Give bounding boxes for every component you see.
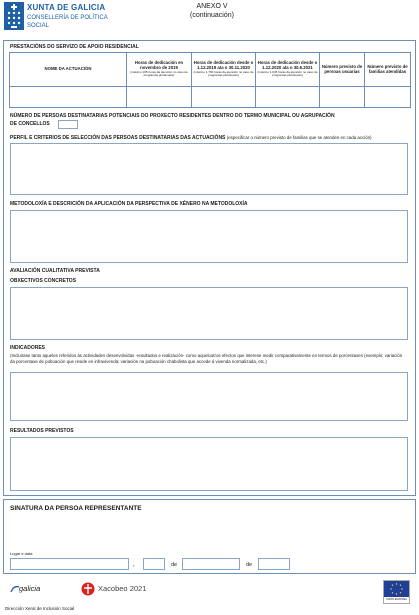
col-header-horas-2021: Horas de dedicación desde o 1.12.2020 ata o 30.6.2021 (máximo 1.045 horas da atención no caso de programas plurianuais) (256, 53, 320, 87)
col-header-persoas: Número previsto de persoas usuarias (320, 53, 365, 87)
sinatura-title: SINATURA DA PERSOA REPRESENTANTE (10, 505, 142, 512)
xacobeo-logo-text: Xacobeo 2021 (98, 584, 147, 593)
perfil-note: (especificar o número previsto de familias que se atenden en cada acción) (226, 135, 372, 140)
cell-horas-2019[interactable] (127, 87, 192, 108)
cell-nome-actuacion[interactable] (10, 87, 127, 108)
perfil-label: PERFIL E CRITERIOS DE SELECCIÓN DAS PERSOAS DESTINATARIAS DAS ACTUACIÓNS (10, 135, 226, 141)
col-header-horas-2020: Horas de dedicación desde o 1.12.2019 ata o 30.11.2020 (máximo 1.760 horas da atención no caso de programas plurianuais) (192, 53, 256, 87)
cell-persoas-usuarias[interactable] (320, 87, 365, 108)
lugar-data-label: Lugar e data (10, 551, 33, 556)
prestacions-title: PRESTACIÓNS DO SERVIZO DE APOIO RESIDENCIAL (10, 44, 139, 50)
annex-subtitle: (continuación) (190, 12, 234, 19)
xacobeo-cross-icon (81, 582, 95, 596)
de-sep-1: de (171, 562, 178, 568)
obxectivos-label: OBXECTIVOS CONCRETOS (10, 278, 77, 284)
metodoloxia-label: METODOLOXÍA E DESCRICIÓN DA APLICACIÓN DA PERSPECTIVA DE XÉNERO NA METODOLOXÍA (10, 201, 248, 207)
persoas-potenciais-label-2: DE CONCELLOS (10, 121, 50, 127)
avaliacion-label: AVALIACIÓN CUALITATIVA PREVISTA (10, 268, 100, 274)
annex-title: ANEXO V (196, 3, 228, 10)
col-header-familias: Número previsto de familias atendidas (365, 53, 411, 87)
mes-input[interactable] (182, 558, 240, 570)
department-line1: CONSELLERÍA DE POLÍTICA (27, 15, 108, 21)
indicadores-textarea[interactable] (10, 372, 408, 421)
lugar-input[interactable] (10, 558, 129, 570)
indicadores-note: (Incluirase tanto aqueles referidos ás actividades desenvolvidas -resultados e realización- como aqueloutros efectos que interese medir comparativamente en termos de porcentaxes (exemplo: variación da porcentaxe de poboación que reside en infravivenda; variación na poboación chabolista que accede á vivenda normalizada, etc.) (10, 353, 403, 364)
perfil-textarea[interactable] (10, 143, 408, 195)
persoas-potenciais-label: NÚMERO DE PERSOAS DESTINATARIAS POTENCIAIS DO PROXECTO RESIDENTES DENTRO DO TERMO MUNICIPAL OU AGRUPACIÓN (10, 113, 335, 119)
org-name: XUNTA DE GALICIA (27, 3, 106, 12)
galicia-logo (10, 582, 50, 596)
xunta-logo (4, 2, 24, 30)
prestacions-table (9, 52, 411, 108)
persoas-potenciais-input[interactable] (58, 120, 78, 129)
cell-horas-2021[interactable] (256, 87, 320, 108)
col-header-horas-2019: Horas de dedicación en novembro de 2019 (máximo 165 horas da atención no caso de programas plurianuais) (127, 53, 192, 87)
ano-input[interactable] (258, 558, 290, 570)
eu-logo (383, 580, 410, 604)
resultados-textarea[interactable] (10, 437, 408, 491)
cell-horas-2020[interactable] (192, 87, 256, 108)
de-sep-2: de (246, 562, 253, 568)
comma-sep: , (133, 562, 135, 568)
eu-caption: UNIÓN EUROPEA (386, 598, 407, 601)
xacobeo-logo (81, 581, 161, 597)
perfil-label-row (10, 135, 414, 142)
obxectivos-textarea[interactable] (10, 287, 408, 340)
direccion-xeral: Dirección Xeral de Inclusión Social (5, 606, 75, 611)
department-line2: SOCIAL (27, 23, 50, 29)
metodoloxia-textarea[interactable] (10, 210, 408, 263)
dia-input[interactable] (143, 558, 165, 570)
col-header-nome: NOME DA ACTUACIÓN (10, 53, 127, 87)
galicia-logo-text: galicia (19, 584, 41, 593)
cell-familias-atendidas[interactable] (365, 87, 411, 108)
xunta-emblem-icon (4, 2, 24, 30)
indicadores-label: INDICADORES (10, 345, 46, 351)
resultados-label: RESULTADOS PREVISTOS (10, 428, 74, 434)
eu-flag-icon (384, 581, 409, 597)
